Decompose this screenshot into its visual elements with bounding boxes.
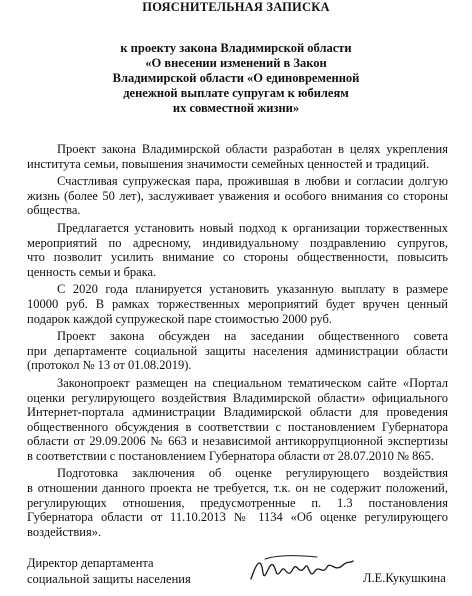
paragraph	[27, 142, 448, 171]
paragraph-line: общества.	[27, 203, 81, 218]
paragraph-line: мероприятий по адресному, индивидуальному поздравлению супругов,	[27, 235, 448, 250]
position-line: социальной защиты населения	[27, 572, 191, 586]
paragraph	[27, 221, 448, 279]
paragraph	[27, 282, 448, 326]
subtitle-line: их совместной жизни»	[172, 101, 300, 115]
paragraph-line: 10000 руб. В рамках торжественных мероприятий будет вручен ценный	[27, 296, 448, 311]
paragraph-line: Губернатора области от 11.10.2013 № 1134 «Об оценке регулирующего	[27, 510, 448, 525]
signature-block	[27, 555, 448, 587]
paragraph-line: регулирующих отношения, предусмотренные п. 1.3 постановления	[27, 495, 448, 510]
subtitle-line: денежной выплате супругам к юбилеям	[123, 86, 349, 100]
paragraph-line: Законопроект размещен на специальном тематическом сайте «Портал	[57, 375, 448, 390]
paragraph-line: оценки регулирующего воздействия Владимирской области» официального	[27, 390, 448, 405]
paragraph-line: института семьи, повышения значимости семейных ценностей и традиций.	[27, 156, 430, 171]
position-line: Директор департамента	[27, 556, 154, 570]
paragraph-line: общественного обсуждения в соответствии с постановлением Губернатора	[27, 419, 448, 434]
subtitle-line: Владимирской области «О единовременной	[112, 71, 360, 85]
paragraph	[27, 376, 448, 464]
paragraph-line: жизнь (более 50 лет), заслуживает уважения и особого внимания со стороны	[27, 188, 448, 203]
paragraph-line: подарок каждой супружеской паре стоимостью 2000 руб.	[27, 311, 332, 326]
paragraph-line: С 2020 года планируется установить указанную выплату в размере	[57, 282, 448, 297]
document-subtitle	[60, 41, 412, 116]
paragraph-line: Интернет-портала администрации Владимирской области для проведения	[27, 405, 448, 420]
paragraph-line: что позволит усилить внимание со стороны общественности, повысить	[27, 250, 448, 265]
paragraph-line: в отношении данного проекта не требуется, т.к. он не содержит положений,	[27, 481, 448, 496]
paragraph-line: области от 29.09.2006 № 663 и независимой антикоррупционной экспертизы	[27, 434, 448, 449]
subtitle-line: «О внесении изменений в Закон	[145, 56, 327, 70]
paragraph-line: Предлагается установить новый подход к организации торжественных	[57, 220, 448, 235]
signatory-name: Л.Е.Кукушкина	[363, 571, 446, 585]
handwritten-signature	[247, 551, 357, 587]
paragraph-line: воздействия».	[27, 524, 102, 539]
paragraph-line: Проект закона обсужден на заседании общественного совета	[57, 329, 448, 344]
paragraph	[27, 466, 448, 539]
paragraph	[27, 174, 448, 218]
paragraph-line: в соответствии с постановлением Губернатора области от 28.07.2010 № 865.	[27, 448, 434, 463]
paragraph-line: Проект закона Владимирской области разработан в целях укрепления	[57, 142, 448, 156]
document-body	[27, 142, 448, 542]
paragraph-line: при департаменте социальной защиты населения администрации области	[27, 343, 448, 358]
paragraph-line: Счастливая супружеская пара, прожившая в любви и согласии долгую	[57, 174, 448, 189]
document-title: ПОЯСНИТЕЛЬНАЯ ЗАПИСКА	[142, 0, 330, 14]
paragraph	[27, 329, 448, 373]
subtitle-line: к проекту закона Владимирской области	[120, 41, 352, 55]
paragraph-line: Подготовка заключения об оценке регулирующего воздействия	[57, 466, 448, 481]
paragraph-line: (протокол № 13 от 01.08.2019).	[27, 358, 192, 373]
paragraph-line: ценность семьи и брака.	[27, 264, 157, 279]
